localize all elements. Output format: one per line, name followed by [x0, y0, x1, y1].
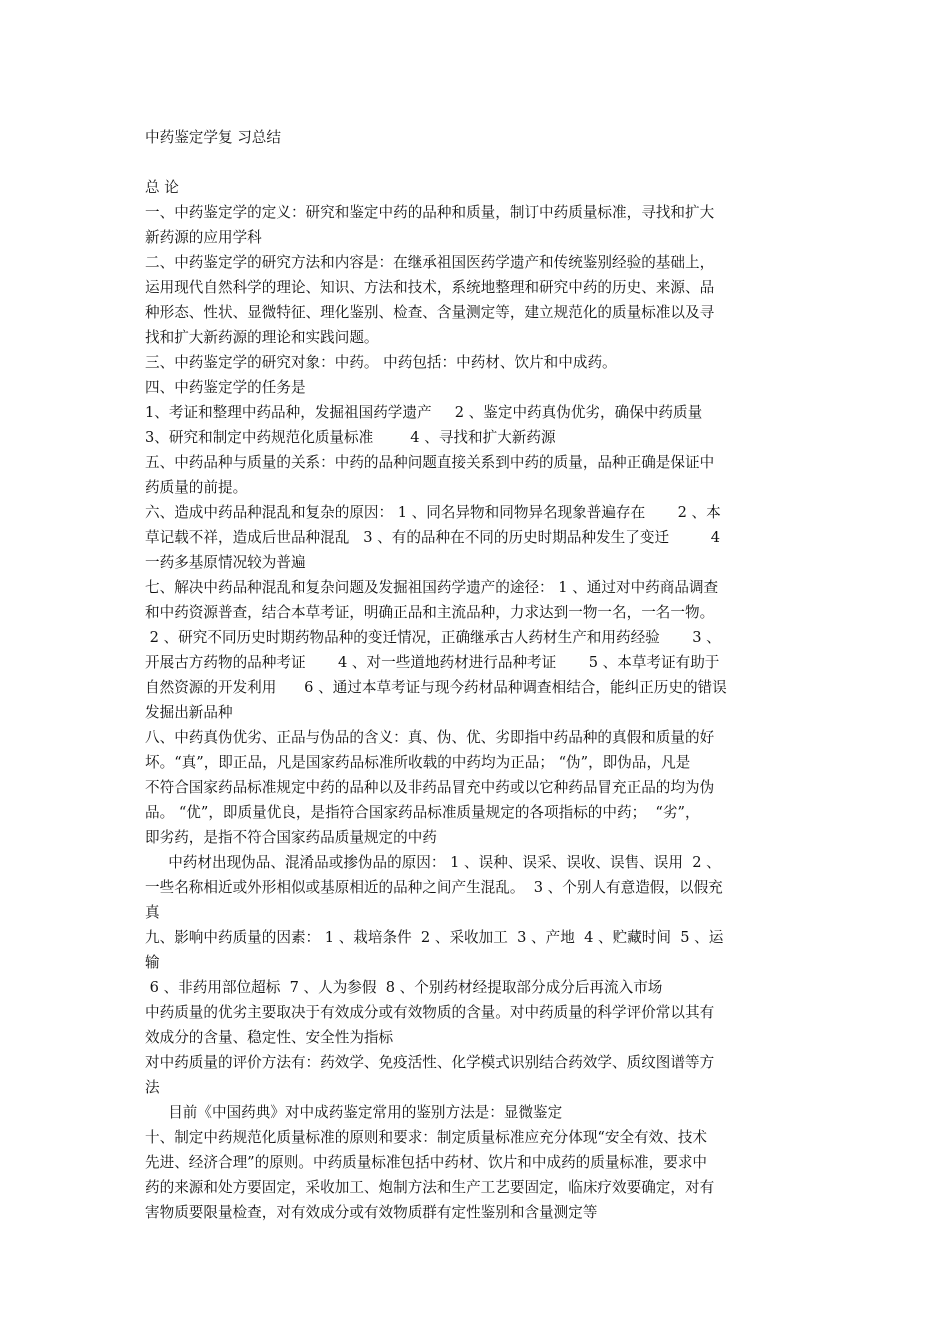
text-line: 一些名称相近或外形相似或基原相近的品种之间产生混乱。 3 、个别人有意造假，以假充	[145, 879, 723, 896]
document-body	[145, 175, 810, 1225]
text-line: 七、解决中药品种混乱和复杂问题及发掘祖国药学遗产的途径： 1 、通过对中药商品调查	[145, 579, 719, 596]
text-line: 目前《中国药典》对中成药鉴定常用的鉴别方法是：显微鉴定	[145, 1104, 563, 1121]
text-line: 不符合国家药品标准规定中药的品种以及非药品冒充中药或以它种药品冒充正品的均为伪	[145, 779, 715, 796]
text-line: 一、中药鉴定学的定义：研究和鉴定中药的品种和质量，制订中药质量标准，寻找和扩大	[145, 204, 715, 221]
text-line: 二、中药鉴定学的研究方法和内容是：在继承祖国医药学遗产和传统鉴别经验的基础上，	[145, 254, 715, 271]
text-line: 自然资源的开发利用 6 、通过本草考证与现今药材品种调查相结合，能纠正历史的错误	[145, 679, 727, 696]
text-line: 找和扩大新药源的理论和实践问题。	[145, 329, 379, 346]
text-line: 中药质量的优劣主要取决于有效成分或有效物质的含量。对中药质量的科学评价常以其有	[145, 1004, 715, 1021]
text-line: 先进、经济合理”的原则。中药质量标准包括中药材、饮片和中成药的质量标准，要求中	[145, 1154, 708, 1171]
text-line: 九、影响中药质量的因素： 1 、栽培条件 2 、采收加工 3 、产地 4 、贮藏时间 5 、运	[145, 929, 724, 946]
text-line: 发掘出新品种	[145, 704, 233, 721]
text-line: 坏。“真”，即正品，凡是国家药品标准所收载的中药均为正品； “伪”，即伪品，凡是	[145, 754, 691, 771]
text-line: 总 论	[145, 179, 179, 196]
text-line: 六、造成中药品种混乱和复杂的原因： 1 、同名异物和同物异名现象普遍存在 2 、本	[145, 504, 721, 521]
text-line: 真	[145, 904, 160, 921]
text-line: 6 、非药用部位超标 7 、人为参假 8 、个别药材经提取部分成分后再流入市场	[145, 979, 663, 996]
text-line: 1、考证和整理中药品种，发掘祖国药学遗产 2 、鉴定中药真伪优劣，确保中药质量	[145, 404, 703, 421]
text-line: 品。 “优”，即质量优良，是指符合国家药品标准质量规定的各项指标的中药； “劣”，	[145, 804, 700, 821]
text-line: 运用现代自然科学的理论、知识、方法和技术，系统地整理和研究中药的历史、来源、品	[145, 279, 715, 296]
text-line: 即劣药，是指不符合国家药品质量规定的中药	[145, 829, 437, 846]
text-line: 三、中药鉴定学的研究对象：中药。 中药包括：中药材、饮片和中成药。	[145, 354, 617, 371]
document-title: 中药鉴定学复 习总结	[145, 129, 281, 146]
text-line: 十、制定中药规范化质量标准的原则和要求：制定质量标准应充分体现“安全有效、技术	[145, 1129, 708, 1146]
text-line: 2 、研究不同历史时期药物品种的变迁情况，正确继承古人药材生产和用药经验 3 、	[145, 629, 721, 646]
text-line: 药质量的前提。	[145, 479, 248, 496]
text-line: 对中药质量的评价方法有：药效学、免疫活性、化学模式识别结合药效学、质纹图谱等方	[145, 1054, 715, 1071]
text-line: 害物质要限量检查，对有效成分或有效物质群有定性鉴别和含量测定等	[145, 1204, 598, 1221]
text-line: 法	[145, 1079, 160, 1096]
text-line: 开展古方药物的品种考证 4 、对一些道地药材进行品种考证 5 、本草考证有助于	[145, 654, 720, 671]
text-line: 和中药资源普查，结合本草考证，明确正品和主流品种，力求达到一物一名，一名一物。	[145, 604, 715, 621]
text-line: 3、研究和制定中药规范化质量标准 4 、寻找和扩大新药源	[145, 429, 556, 446]
text-line: 一药多基原情况较为普遍	[145, 554, 306, 571]
text-line: 八、中药真伪优劣、正品与伪品的含义：真、伪、优、劣即指中药品种的真假和质量的好	[145, 729, 715, 746]
text-line: 中药材出现伪品、混淆品或掺伪品的原因： 1 、误种、误采、误收、误售、误用 2 、	[145, 854, 721, 871]
text-line: 四、中药鉴定学的任务是	[145, 379, 306, 396]
text-line: 五、中药品种与质量的关系：中药的品种问题直接关系到中药的质量，品种正确是保证中	[145, 454, 715, 471]
text-line: 草记载不祥，造成后世品种混乱 3 、有的品种在不同的历史时期品种发生了变迁 4	[145, 529, 721, 546]
document-page	[145, 125, 810, 1225]
text-line: 效成分的含量、稳定性、安全性为指标	[145, 1029, 394, 1046]
text-line: 药的来源和处方要固定，采收加工、炮制方法和生产工艺要固定，临床疗效要确定，对有	[145, 1179, 715, 1196]
text-line: 种形态、性状、显微特征、理化鉴别、检查、含量测定等，建立规范化的质量标准以及寻	[145, 304, 715, 321]
text-line: 输	[145, 954, 160, 971]
text-line: 新药源的应用学科	[145, 229, 262, 246]
blank-line	[145, 150, 810, 175]
